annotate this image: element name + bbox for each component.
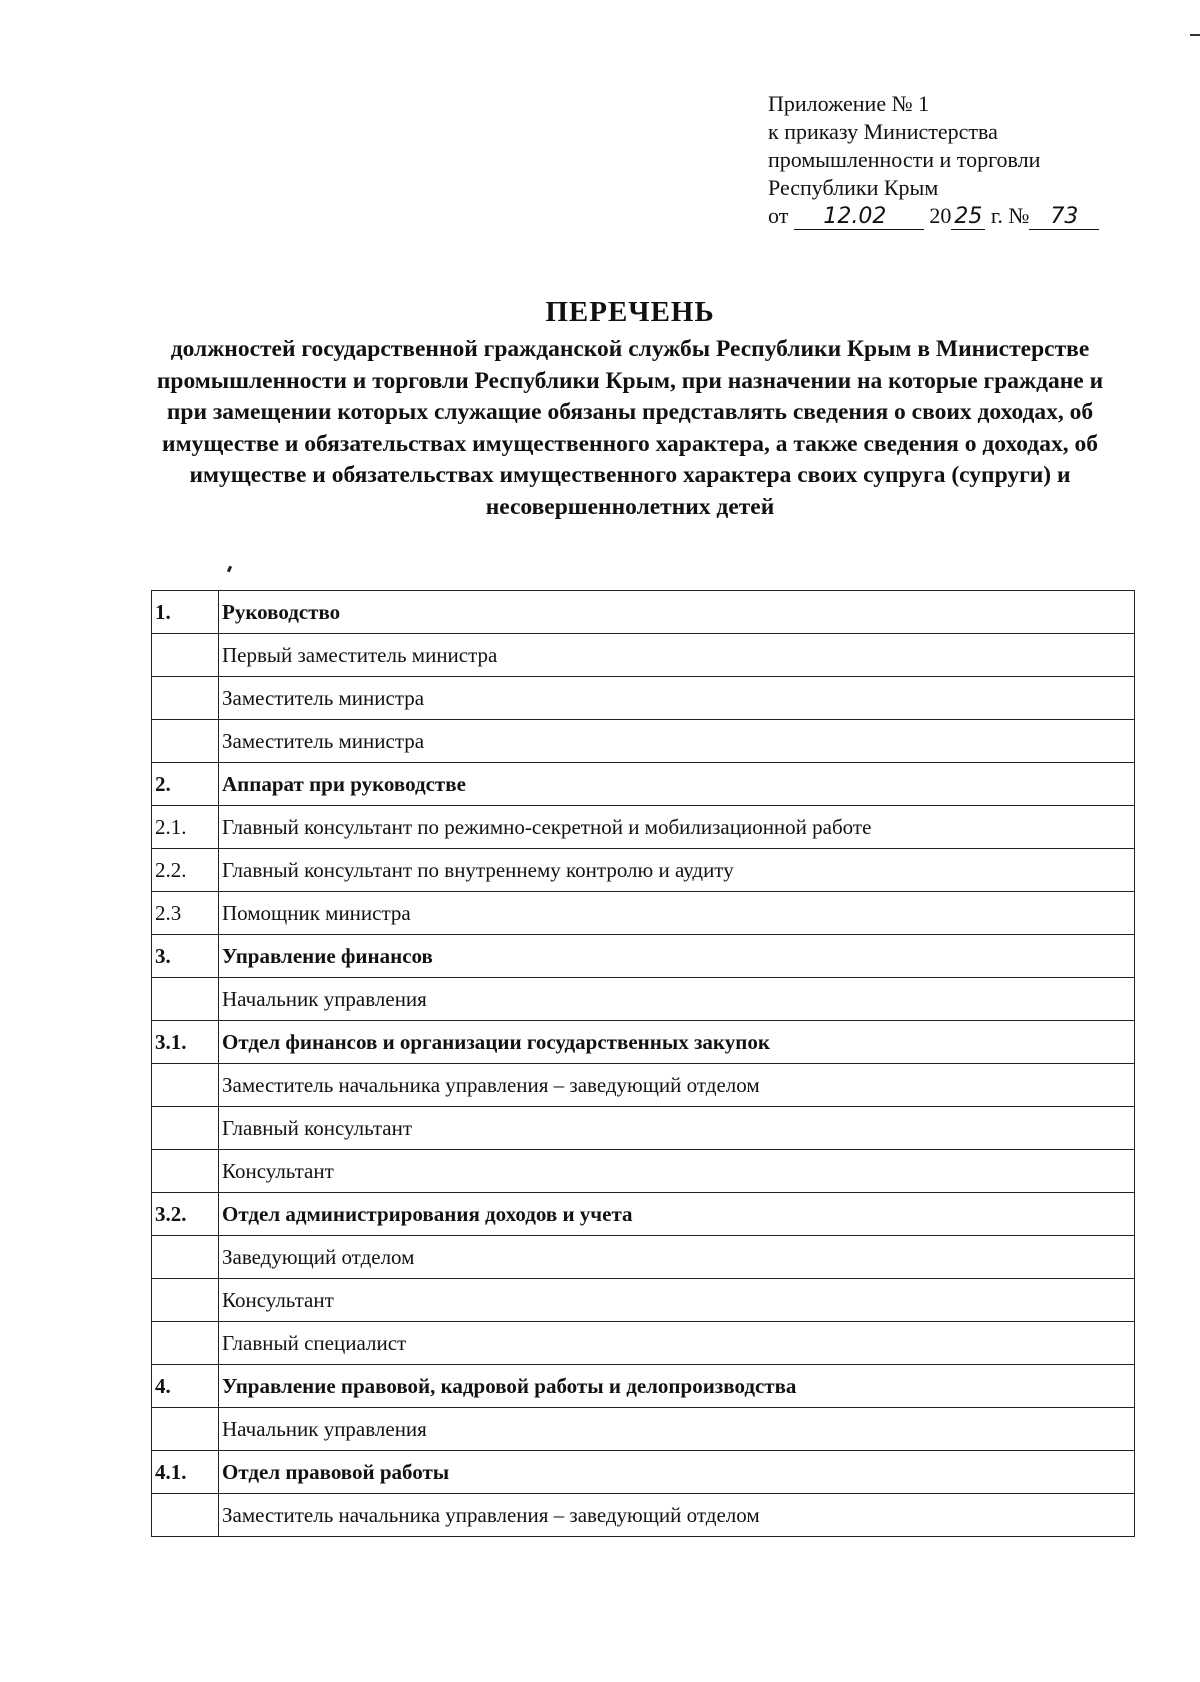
position-row bbox=[152, 1322, 1135, 1365]
row-number: 2.2. bbox=[152, 849, 219, 892]
positions-table bbox=[151, 590, 1135, 1537]
position-title: Заместитель начальника управления – заведующий отделом bbox=[219, 1064, 1135, 1107]
appendix-line-3: промышленности и торговли bbox=[768, 147, 1041, 172]
section-row bbox=[152, 763, 1135, 806]
position-row bbox=[152, 849, 1135, 892]
section-row bbox=[152, 1021, 1135, 1064]
row-number bbox=[152, 634, 219, 677]
scan-mark bbox=[227, 566, 232, 573]
section-row bbox=[152, 935, 1135, 978]
position-title: Заведующий отделом bbox=[219, 1236, 1135, 1279]
row-number bbox=[152, 1408, 219, 1451]
row-number: 2. bbox=[152, 763, 219, 806]
section-row bbox=[152, 1365, 1135, 1408]
position-row bbox=[152, 806, 1135, 849]
row-number: 4. bbox=[152, 1365, 219, 1408]
positions-table-body bbox=[152, 591, 1135, 1537]
position-title: Главный консультант по режимно-секретной и мобилизационной работе bbox=[219, 806, 1135, 849]
year-suffix: г. № bbox=[990, 203, 1030, 228]
appendix-line-2: к приказу Министерства bbox=[768, 119, 998, 144]
appendix-line-4: Республики Крым bbox=[768, 175, 939, 200]
position-row bbox=[152, 1408, 1135, 1451]
section-row bbox=[152, 1193, 1135, 1236]
position-row bbox=[152, 978, 1135, 1021]
position-title: Первый заместитель министра bbox=[219, 634, 1135, 677]
position-row bbox=[152, 1494, 1135, 1537]
order-date-handwritten: 12.02 bbox=[794, 205, 924, 230]
section-title: Руководство bbox=[219, 591, 1135, 634]
row-number: 2.1. bbox=[152, 806, 219, 849]
position-title: Помощник министра bbox=[219, 892, 1135, 935]
row-number: 2.3 bbox=[152, 892, 219, 935]
order-date-line bbox=[768, 202, 1148, 230]
document-subtitle: должностей государственной гражданской службы Республики Крым в Министерстве промышленности и торговли Республики Крым, при назначении на которые граждане и при замещении которых служащие обязаны представлять сведения о своих доходах, об имуществе и обязательствах имущественного характера, а также сведения о доходах, об имуществе и обязательствах имущественного характера своих супруга (супруги) и несовершеннолетних детей bbox=[156, 336, 1104, 520]
row-number bbox=[152, 1150, 219, 1193]
scan-mark bbox=[1190, 34, 1200, 36]
row-number: 4.1. bbox=[152, 1451, 219, 1494]
position-title: Главный специалист bbox=[219, 1322, 1135, 1365]
row-number bbox=[152, 1494, 219, 1537]
section-title: Управление правовой, кадровой работы и делопроизводства bbox=[219, 1365, 1135, 1408]
row-number: 3.2. bbox=[152, 1193, 219, 1236]
appendix-line-1: Приложение № 1 bbox=[768, 91, 930, 116]
row-number bbox=[152, 677, 219, 720]
row-number bbox=[152, 720, 219, 763]
from-label: от bbox=[768, 203, 789, 228]
row-number bbox=[152, 1279, 219, 1322]
appendix-header bbox=[768, 90, 1148, 230]
row-number: 1. bbox=[152, 591, 219, 634]
year-prefix: 20 bbox=[929, 203, 952, 228]
position-title: Заместитель министра bbox=[219, 720, 1135, 763]
position-row bbox=[152, 1236, 1135, 1279]
section-title: Отдел финансов и организации государственных закупок bbox=[219, 1021, 1135, 1064]
row-number: 3.1. bbox=[152, 1021, 219, 1064]
position-title: Заместитель министра bbox=[219, 677, 1135, 720]
section-title: Управление финансов bbox=[219, 935, 1135, 978]
order-year-handwritten: 25 bbox=[951, 205, 985, 230]
position-title: Главный консультант bbox=[219, 1107, 1135, 1150]
position-row bbox=[152, 1064, 1135, 1107]
position-row bbox=[152, 634, 1135, 677]
section-title: Аппарат при руководстве bbox=[219, 763, 1135, 806]
position-title: Консультант bbox=[219, 1150, 1135, 1193]
position-title: Заместитель начальника управления – заведующий отделом bbox=[219, 1494, 1135, 1537]
position-row bbox=[152, 1107, 1135, 1150]
section-title: Отдел правовой работы bbox=[219, 1451, 1135, 1494]
position-title: Консультант bbox=[219, 1279, 1135, 1322]
row-number bbox=[152, 1107, 219, 1150]
section-title: Отдел администрирования доходов и учета bbox=[219, 1193, 1135, 1236]
position-row bbox=[152, 1279, 1135, 1322]
position-row bbox=[152, 892, 1135, 935]
position-title: Начальник управления bbox=[219, 978, 1135, 1021]
section-row bbox=[152, 591, 1135, 634]
document-title: ПЕРЕЧЕНЬ bbox=[545, 296, 715, 328]
row-number bbox=[152, 978, 219, 1021]
row-number bbox=[152, 1064, 219, 1107]
position-title: Начальник управления bbox=[219, 1408, 1135, 1451]
position-row bbox=[152, 677, 1135, 720]
position-title: Главный консультант по внутреннему контролю и аудиту bbox=[219, 849, 1135, 892]
row-number: 3. bbox=[152, 935, 219, 978]
section-row bbox=[152, 1451, 1135, 1494]
row-number bbox=[152, 1236, 219, 1279]
position-row bbox=[152, 1150, 1135, 1193]
row-number bbox=[152, 1322, 219, 1365]
order-number-handwritten: 73 bbox=[1029, 205, 1099, 230]
position-row bbox=[152, 720, 1135, 763]
